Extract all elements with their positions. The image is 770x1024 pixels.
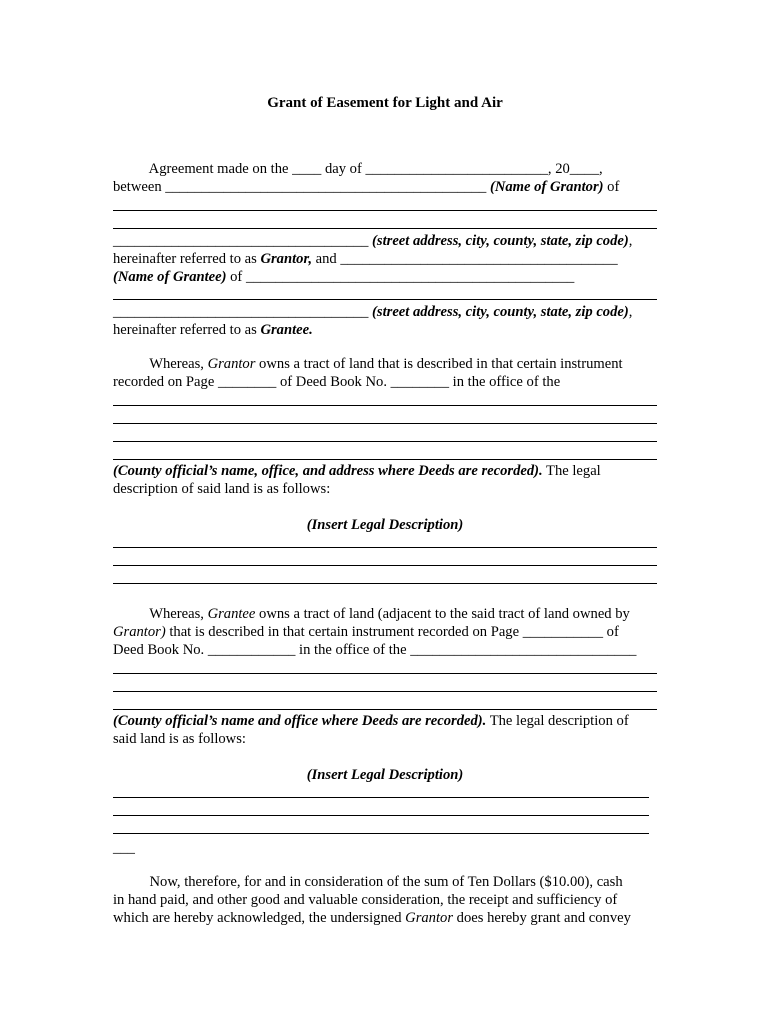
whereas-grantor-line-2: recorded on Page ________ of Deed Book No. ________ in the office of the [113,374,561,390]
text: ___________________________________ [113,233,373,249]
text: does hereby grant and convey [453,910,631,926]
insert-legal-description-label: (Insert Legal Description) [306,767,464,783]
agreement-line-5 [113,268,574,286]
blank-line [113,423,657,424]
text: The legal description of [486,713,629,729]
agreement-line-7 [113,321,313,339]
grantee-term: Grantee. [260,322,313,338]
text: and ______________________________________ [311,251,618,267]
text: The legal [542,463,601,479]
blank-line [113,210,657,211]
text: that is described in that certain instrument recorded on Page ___________ of [165,624,619,640]
grantor-name-label: (Name of Grantor) [489,179,604,195]
consideration-line-3 [113,909,631,927]
whereas-grantee-line-4 [113,712,629,730]
whereas-grantor-line-3 [113,462,601,480]
agreement-line-6 [113,303,632,321]
whereas-grantee-line-3: Deed Book No. ____________ in the office of the _______________________________ [113,642,637,658]
whereas-grantee-line-1 [113,605,630,623]
text: , [628,304,633,320]
blank-line [113,797,649,798]
text: of [603,179,620,195]
county-official-label: (County official’s name, office, and address where Deeds are recorded). [113,463,543,479]
blank-line [113,459,657,460]
blank-line [113,405,657,406]
whereas-grantor-line-1 [113,355,623,373]
text: , [628,233,633,249]
grantor-term: Grantor [207,356,256,372]
text: hereinafter referred to as [113,251,261,267]
consideration-line-1: Now, therefore, for and in consideration of the sum of Ten Dollars ($10.00), cash [113,874,623,890]
document-title: Grant of Easement for Light and Air [267,95,503,111]
grantee-address-label: (street address, city, county, state, zip code) [372,304,629,320]
whereas-grantor-line-4: description of said land is as follows: [113,481,331,497]
text: owns a tract of land that is described in that certain instrument [255,356,623,372]
grantor-term: Grantor) [113,624,166,640]
agreement-line-1: Agreement made on the ____ day of _________________________, 20____, [113,161,603,177]
blank-line [113,691,657,692]
blank-line [113,441,657,442]
blank-line-tail: ___ [113,840,135,856]
county-official-label: (County official’s name and office where Deeds are recorded). [113,713,487,729]
agreement-line-2 [113,178,619,196]
blank-line [113,815,649,816]
whereas-grantee-line-5: said land is as follows: [113,731,246,747]
text: ___________________________________ [113,304,373,320]
blank-line [113,565,657,566]
insert-legal-description-label: (Insert Legal Description) [306,517,464,533]
agreement-line-4 [113,250,618,268]
text: owns a tract of land (adjacent to the said tract of land owned by [255,606,630,622]
text: between ____________________________________________ [113,179,490,195]
text: Whereas, [113,606,208,622]
blank-line [113,299,657,300]
whereas-grantee-line-2 [113,623,619,641]
text: which are hereby acknowledged, the undersigned [113,910,406,926]
grantor-term: Grantor, [260,251,312,267]
blank-line [113,228,657,229]
blank-line [113,547,657,548]
text: of _____________________________________________ [226,269,575,285]
grantor-term: Grantor [405,910,454,926]
blank-line [113,583,657,584]
consideration-line-2: in hand paid, and other good and valuable consideration, the receipt and sufficiency of [113,892,618,908]
blank-line [113,833,649,834]
text: hereinafter referred to as [113,322,261,338]
agreement-line-3 [113,232,632,250]
grantee-name-label: (Name of Grantee) [113,269,227,285]
grantee-term: Grantee [207,606,256,622]
blank-line [113,709,657,710]
grantor-address-label: (street address, city, county, state, zip code) [372,233,629,249]
blank-line [113,673,657,674]
text: Whereas, [113,356,208,372]
